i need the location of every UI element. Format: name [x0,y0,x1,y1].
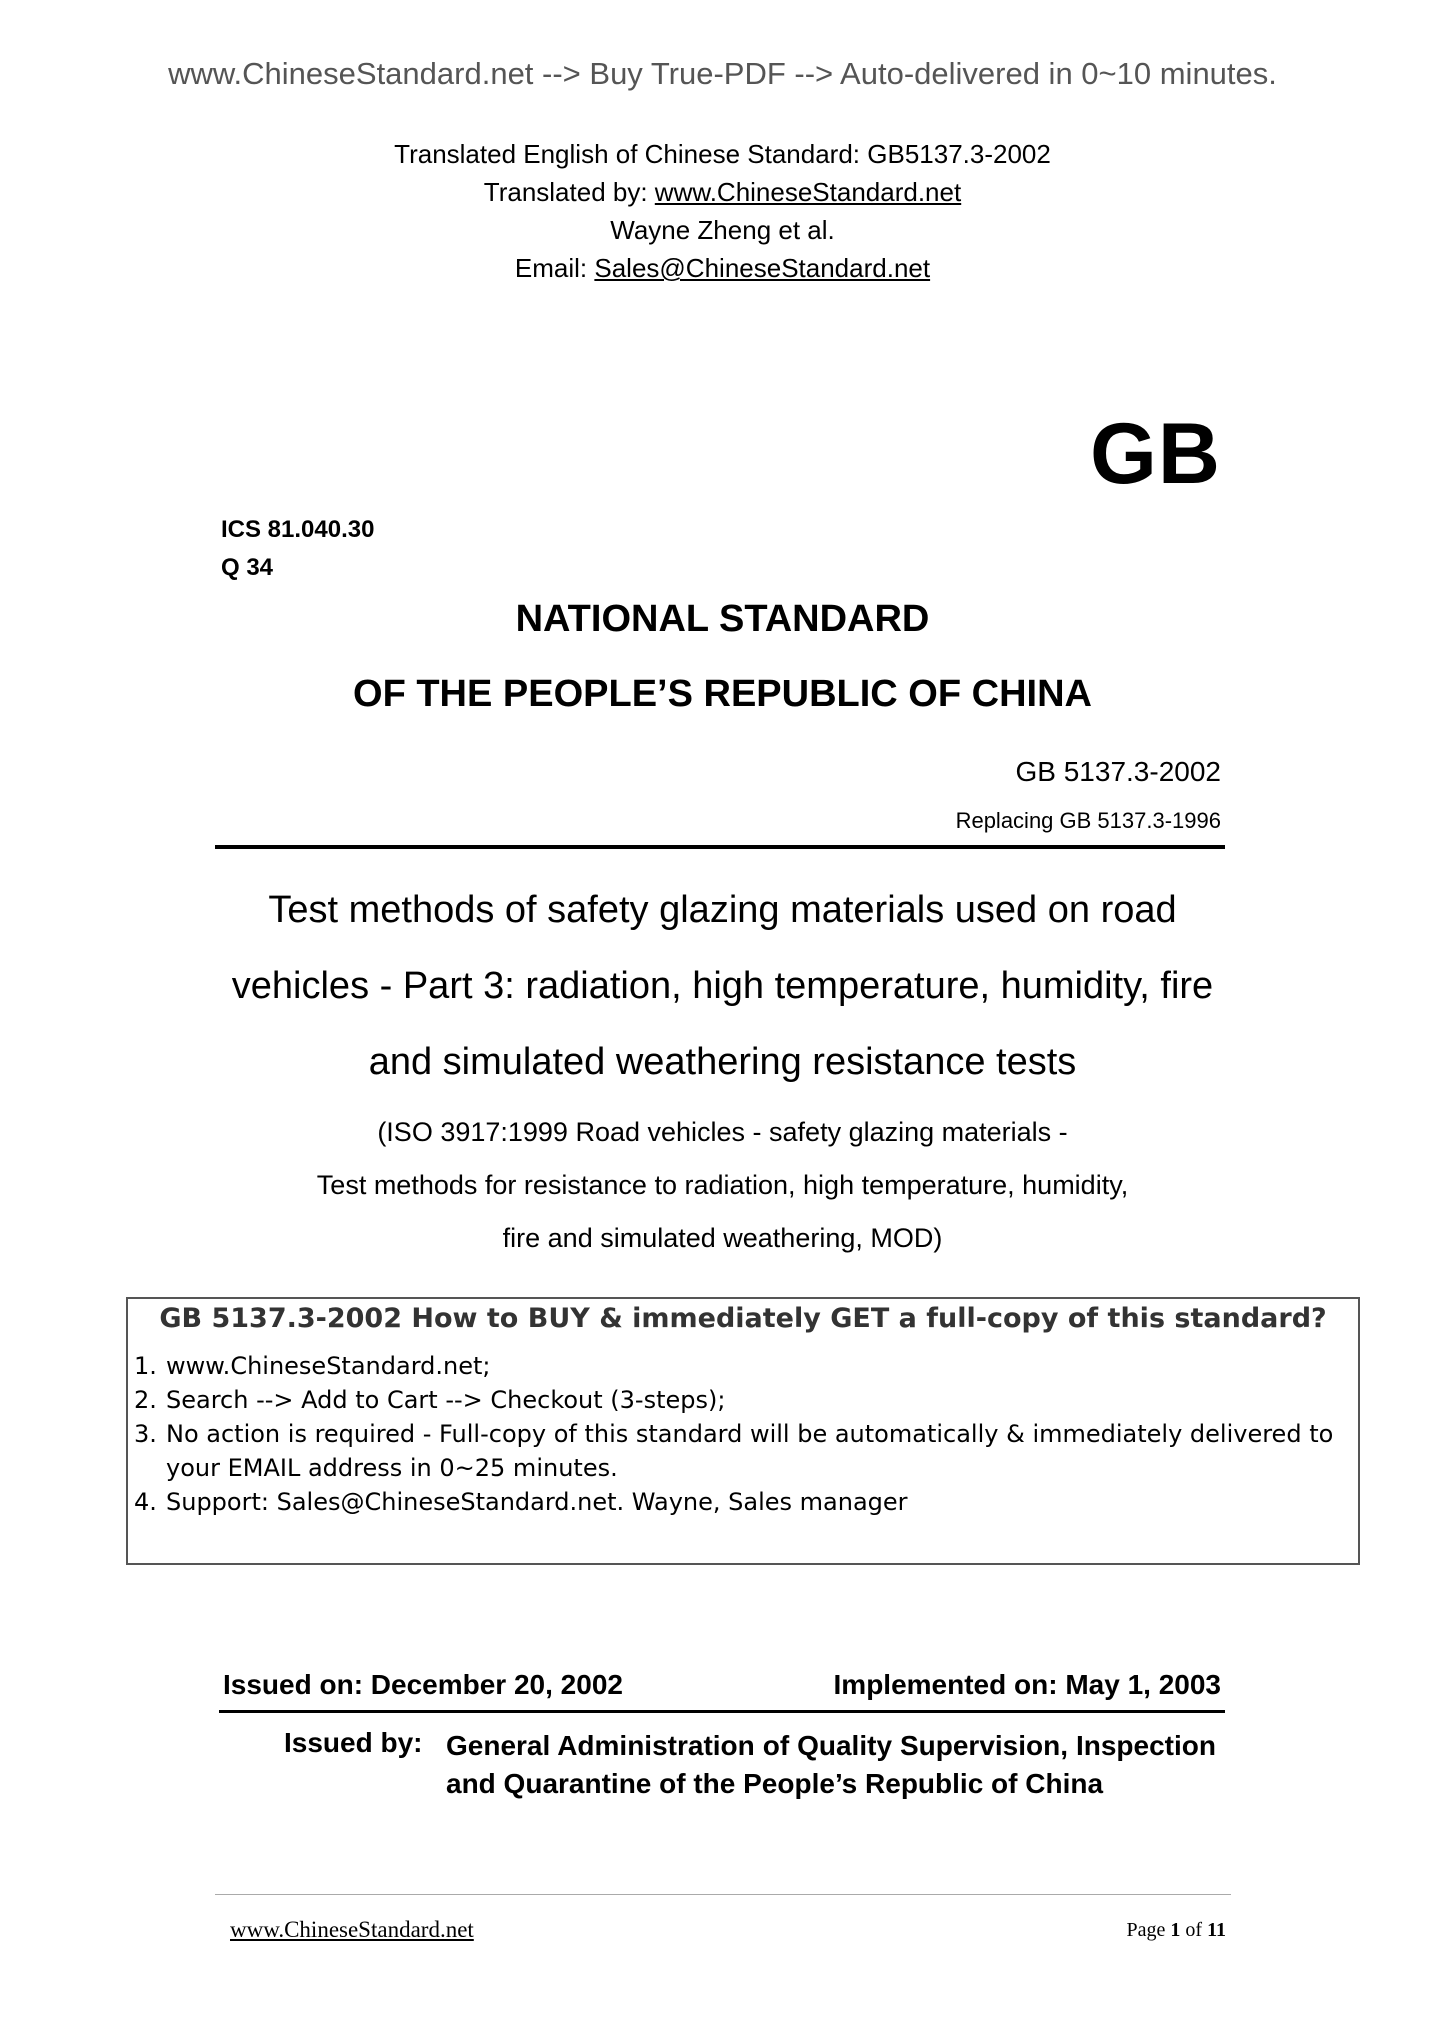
iso-line-3: fire and simulated weathering, MOD) [502,1223,943,1253]
document-title [140,872,1305,1100]
step-text: Support: Sales@ChineseStandard.net. Wayne, Sales manager [166,1488,908,1516]
translation-info [0,135,1445,287]
ics-code: ICS 81.040.30 [221,516,375,543]
email-line [0,249,1445,287]
list-item [134,1383,1338,1417]
issued-on-date: Issued on: December 20, 2002 [223,1669,623,1700]
buy-info-box [126,1297,1360,1565]
footer-divider [215,1894,1231,1895]
step-number: 4. [134,1488,157,1516]
translator-link[interactable]: www.ChineseStandard.net [654,177,962,207]
email-link[interactable]: Sales@ChineseStandard.net [594,253,931,283]
q-code: Q 34 [221,554,274,581]
translator-line [0,173,1445,211]
issued-by-authority: General Administration of Quality Supervision, Inspection and Quarantine of the People’s Republic of China [446,1730,1216,1799]
list-item [134,1417,1338,1485]
national-standard-subtitle: OF THE PEOPLE’S REPUBLIC OF CHINA [353,673,1092,715]
total-pages: 11 [1207,1919,1226,1941]
page-of: of [1180,1919,1208,1941]
top-banner: www.ChineseStandard.net --> Buy True-PDF --> Auto-delivered in 0~10 minutes. [168,56,1277,91]
page-label: Page [1126,1919,1171,1941]
title-line-1: Test methods of safety glazing materials used on road [268,889,1177,931]
iso-line-2: Test methods for resistance to radiation, high temperature, humidity, [316,1170,1129,1200]
page-number [1127,1919,1226,1942]
email-label: Email: [514,253,595,283]
list-item [134,1349,1338,1383]
issue-divider [219,1710,1225,1713]
national-standard-title: NATIONAL STANDARD [515,598,930,640]
iso-line-1: (ISO 3917:1999 Road vehicles - safety glazing materials - [377,1117,1068,1147]
implemented-on-date: Implemented on: May 1, 2003 [833,1669,1221,1700]
issued-by-label: Issued by: [284,1727,423,1758]
current-page: 1 [1170,1919,1181,1941]
header-divider [215,845,1225,849]
step-number: 2. [134,1386,157,1414]
footer-link[interactable]: www.ChineseStandard.net [230,1917,474,1942]
title-line-3: and simulated weathering resistance tests [368,1041,1077,1083]
iso-reference [140,1106,1305,1265]
step-number: 1. [134,1352,157,1380]
list-item [134,1485,1338,1519]
buy-steps-list [134,1349,1338,1519]
gb-mark: GB [1090,406,1221,502]
replacing-standard: Replacing GB 5137.3-1996 [955,808,1221,833]
standard-number: GB 5137.3-2002 [1015,756,1221,787]
step-text: No action is required - Full-copy of this standard will be automatically & immediately delivered to your EMAIL address in 0~25 minutes. [166,1420,1334,1482]
step-text[interactable]: www.ChineseStandard.net; [166,1352,491,1380]
title-line-2: vehicles - Part 3: radiation, high temperature, humidity, fire [231,965,1214,1007]
translator-names: Wayne Zheng et al. [610,215,835,245]
step-text: Search --> Add to Cart --> Checkout (3-steps); [166,1386,726,1414]
translation-standard-line: Translated English of Chinese Standard: GB5137.3-2002 [394,139,1051,169]
step-number: 3. [134,1420,157,1448]
buy-box-heading: GB 5137.3-2002 How to BUY & immediately GET a full-copy of this standard? [159,1303,1327,1334]
translator-label: Translated by: [483,177,655,207]
